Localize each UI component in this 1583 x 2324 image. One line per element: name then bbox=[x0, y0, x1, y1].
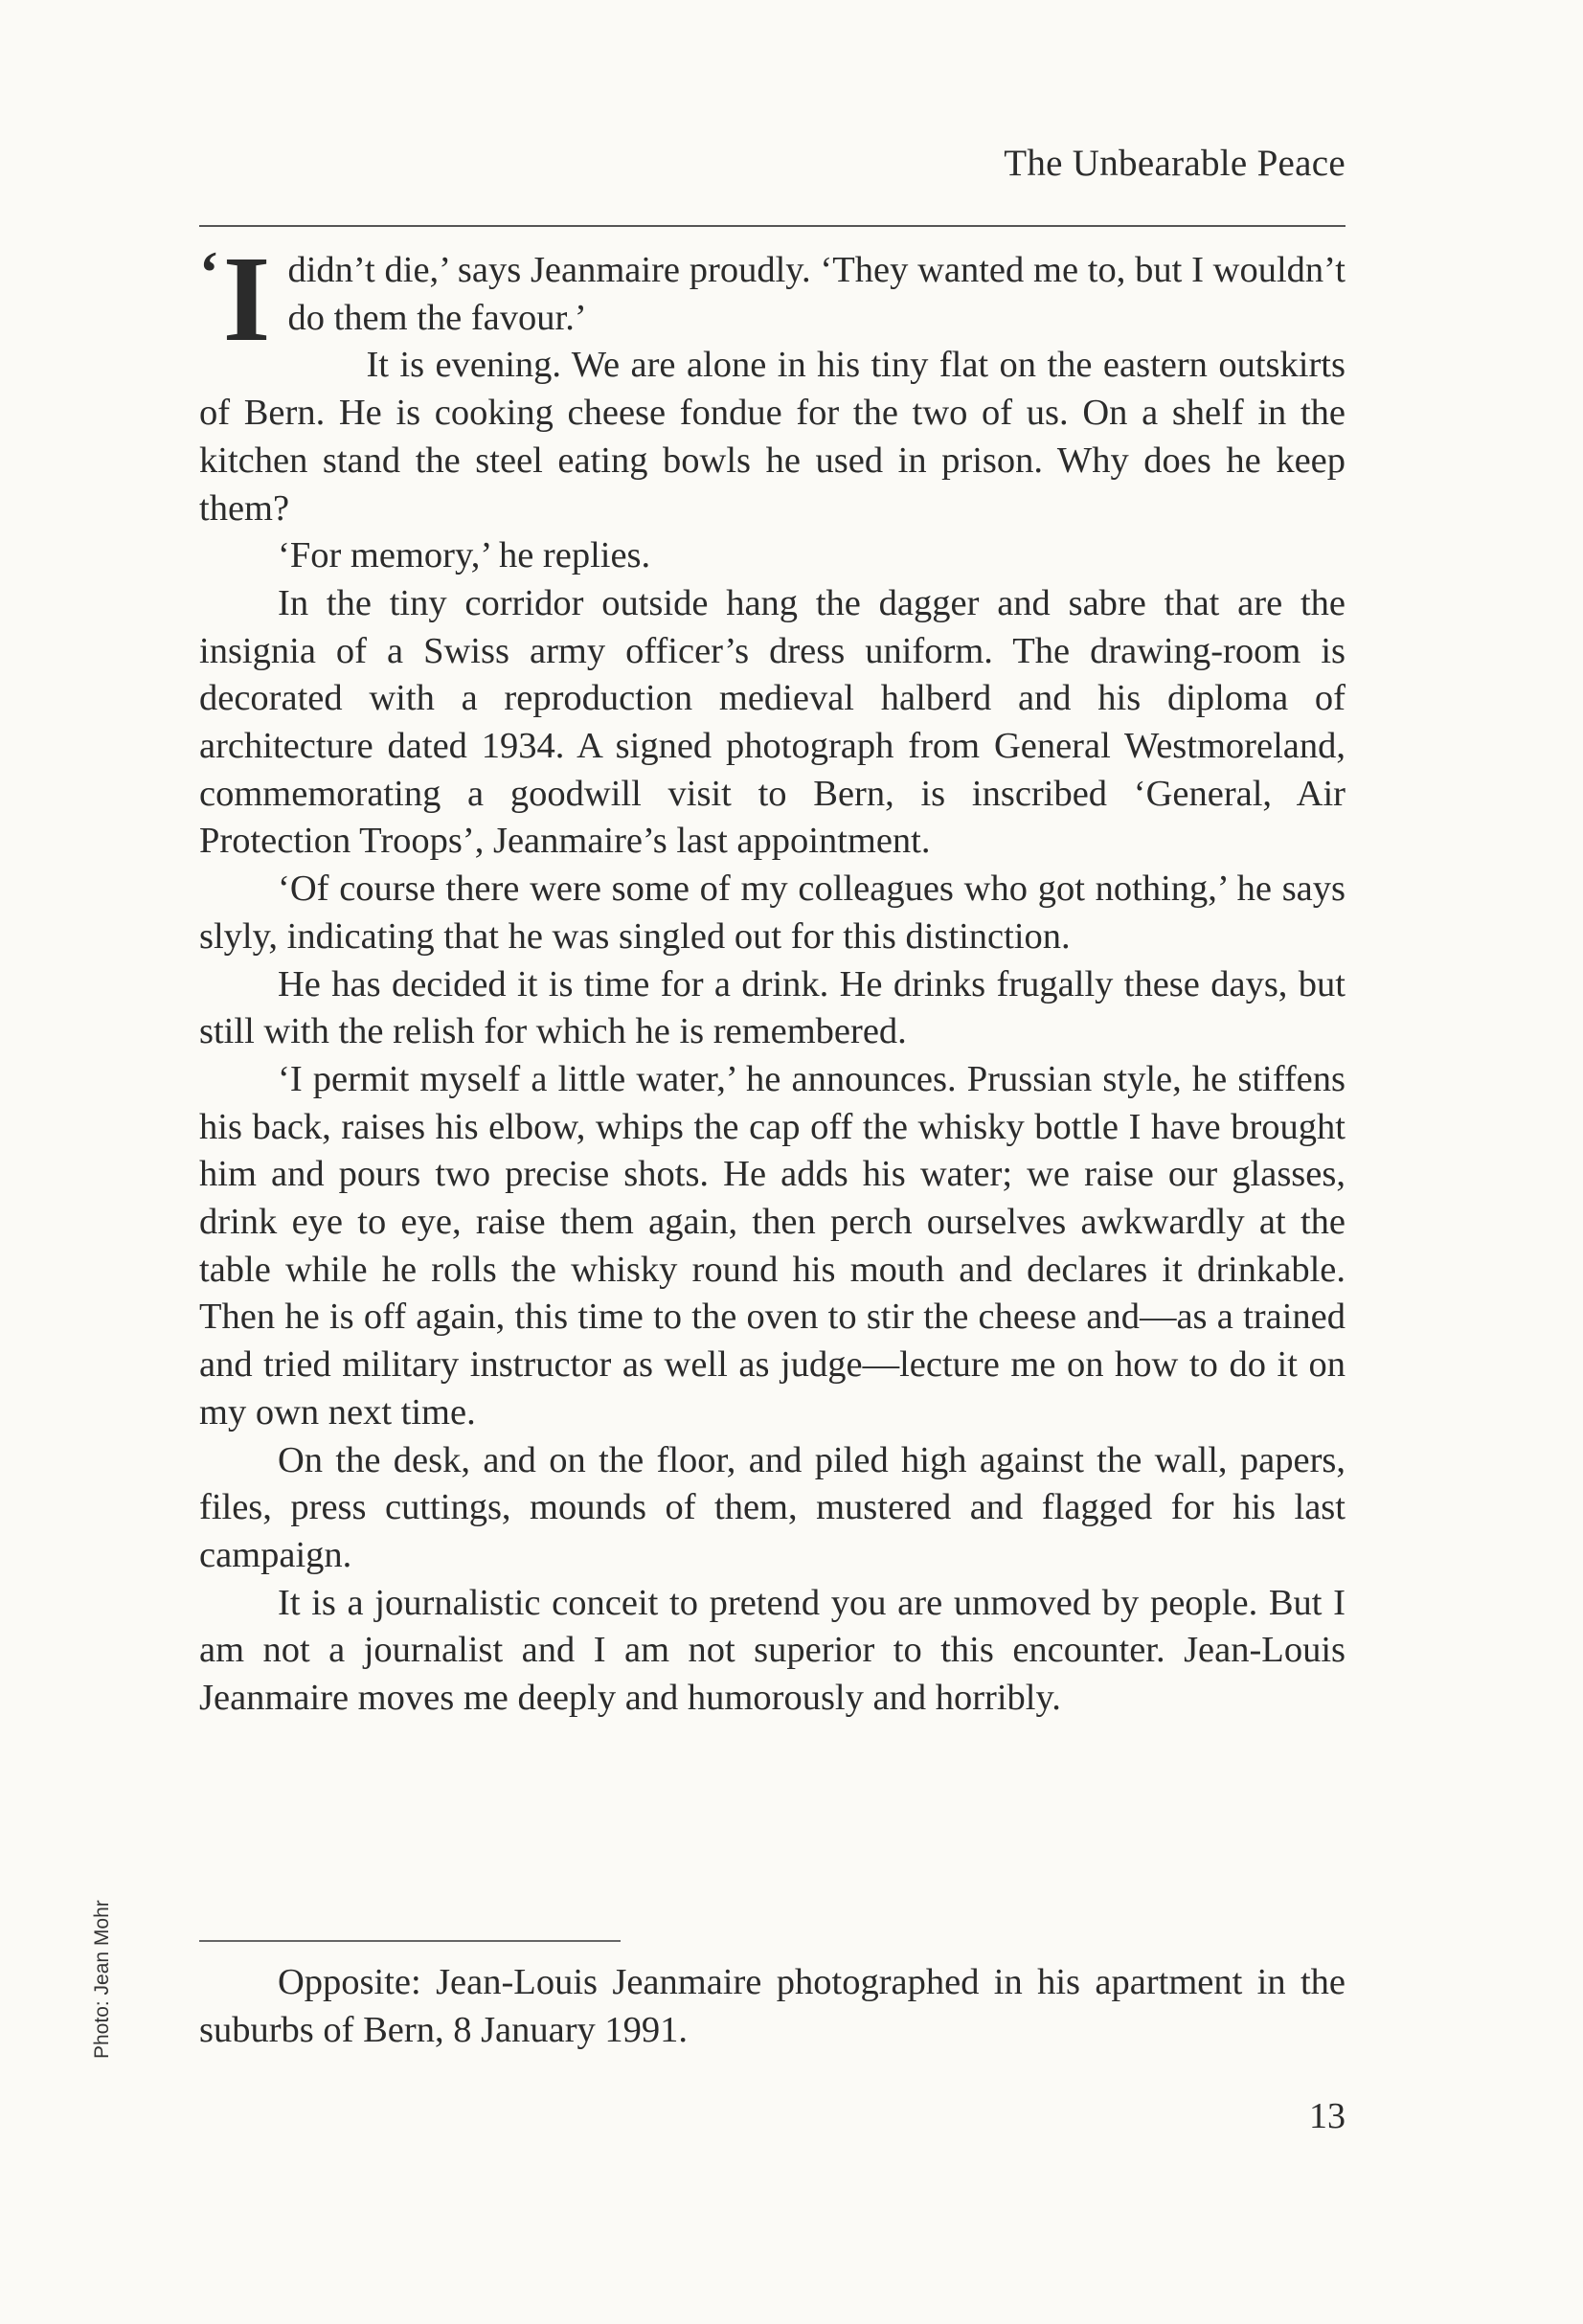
paragraph-2: It is evening. We are alone in his tiny flat on the eastern outskirts of Bern. He is cooking cheese fondue for the two of us. On a shelf in the kitchen stand the steel eating bowls he used in prison. Why does he keep them? bbox=[199, 345, 1346, 529]
paragraph-9: It is a journalistic conceit to pretend you are unmoved by people. But I am not a journalist and I am not superior to this encounter. Jean-Louis Jeanmaire moves me deeply and humorously and horribly. bbox=[199, 1582, 1346, 1719]
paragraph-6: He has decided it is time for a drink. He drinks frugally these days, but still with the relish for which he is remembered. bbox=[199, 963, 1346, 1052]
paragraph-1 bbox=[199, 231, 1346, 367]
paragraph-1-text: didn’t die,’ says Jeanmaire proudly. ‘They wanted me to, but I wouldn’t do them the favour.’ bbox=[287, 250, 1346, 338]
paragraph-4: In the tiny corridor outside hang the dagger and sabre that are the insignia of a Swiss army officer’s dress uniform. The drawing-room is decorated with a reproduction medieval halberd and his diploma of architecture dated 1934. A signed photograph from General Westmoreland, commemorating a goodwill visit to Bern, is inscribed ‘General, Air Protection Troops’, Jeanmaire’s last appointment. bbox=[199, 582, 1346, 862]
caption-rule bbox=[199, 1940, 621, 1942]
page-number: 13 bbox=[1309, 2096, 1346, 2136]
drop-cap: I bbox=[222, 231, 271, 367]
paragraph-5: ‘Of course there were some of my colleagues who got nothing,’ he says slyly, indicating that he was singled out for this distinction. bbox=[199, 869, 1346, 957]
paragraph-7: ‘I permit myself a little water,’ he announces. Prussian style, he stiffens his back, raises his elbow, whips the cap off the whisky bottle I have brought him and pours two precise shots. He adds his water; we raise our glasses, drink eye to eye, raise them again, then perch ourselves awkwardly at the table while he rolls the whisky round his mouth and declares it drinkable. Then he is off again, this time to the oven to stir the cheese and—as a trained and tried military instructor as well as judge—lecture me on how to do it on my own next time. bbox=[199, 1058, 1346, 1433]
paragraph-8: On the desk, and on the floor, and piled high against the wall, papers, files, press cuttings, mounds of them, mustered and flagged for his last campaign. bbox=[199, 1439, 1346, 1575]
running-head: The Unbearable Peace bbox=[1004, 143, 1346, 184]
photo-credit: Photo: Jean Mohr bbox=[91, 1900, 113, 2059]
caption-text: Opposite: Jean-Louis Jeanmaire photographed in his apartment in the suburbs of Bern, 8 January 1991. bbox=[199, 1962, 1346, 2050]
header-rule bbox=[199, 225, 1346, 227]
paragraph-3: ‘For memory,’ he replies. bbox=[278, 535, 651, 576]
opening-quote-mark: ‘ bbox=[199, 240, 219, 305]
photo-caption bbox=[199, 1959, 1346, 2054]
article-body bbox=[199, 231, 1346, 1723]
